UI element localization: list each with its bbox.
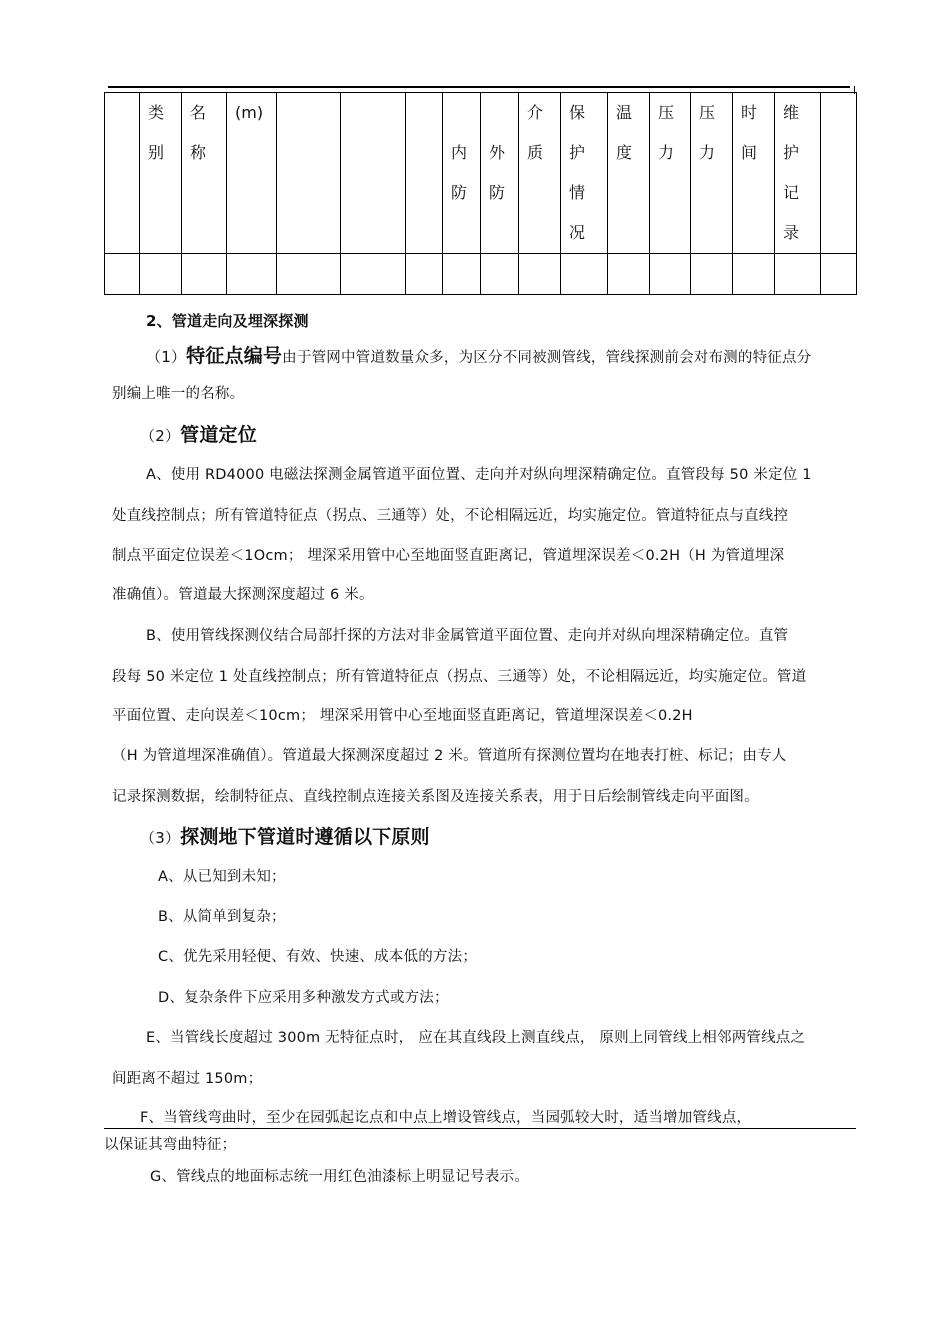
header-cell-text: 温 度 [616,103,633,162]
table-cell [406,254,443,295]
table-cell [105,254,140,295]
pipeline-record-table [104,92,857,295]
header-cell-text: 维 护 记 录 [783,103,800,242]
table-header-cell [227,93,277,254]
table-cell [277,254,341,295]
p1-label: （1） [146,348,187,366]
p3-e-line-2: 间距离不超过 150m； [112,1071,263,1087]
table-row [105,254,857,295]
p3-item-d: D、复杂条件下应采用多种激发方式或方法； [158,990,449,1006]
header-cell-text: 时 间 [741,103,758,162]
header-cell-text: 内 防 [451,143,468,202]
header-cell-text: 压 力 [658,103,675,162]
table-cell [182,254,227,295]
table-header-cell [519,93,561,254]
p2-b-line-1: B、使用管线探测仪结合局部扦探的方法对非金属管道平面位置、走向并对纵向埋深精确定位。直管 [146,628,789,644]
table-cell [821,254,857,295]
table-header-cell [406,93,443,254]
p3-f-line-2: 以保证其弯曲特征； [104,1137,237,1153]
p2-a-line-4: 准确值）。管道最大探测深度超过 6 米。 [112,587,374,603]
table-header-cell [561,93,608,254]
table-header-cell [277,93,341,254]
p3-item-b: B、从简单到复杂； [158,909,286,925]
header-cell-text: 保 护 情 况 [569,103,586,242]
table-cell [519,254,561,295]
p3-item-a: A、从已知到未知； [158,869,286,885]
paragraph-1 [146,341,811,368]
p2-a-line-1: A、使用 RD4000 电磁法探测金属管道平面位置、走向并对纵向埋深精确定位。直管段每 50 米定位 1 [146,467,812,483]
table-cell [691,254,733,295]
p2-heading: 管道定位 [180,424,257,446]
p3-e-line-1: E、当管线长度超过 300m 无特征点时， 应在其直线段上测直线点， 原则上同管线上相邻两管线点之 [146,1030,806,1046]
table-header-cell [140,93,182,254]
table-header-row [105,93,857,254]
table-cell [608,254,650,295]
table-header-cell [733,93,775,254]
table-cell [227,254,277,295]
paragraph-2-heading [140,420,257,447]
p3-f-line-1: F、当管线弯曲时，至少在园弧起讫点和中点上增设管线点，当园弧较大时，适当增加管线点， [140,1110,752,1126]
header-cell-text: (m) [235,103,264,122]
table-cell [561,254,608,295]
table-header-cell [691,93,733,254]
p2-b-line-3: 平面位置、走向误差＜10cm； 埋深采用管中心至地面竖直距离记，管道埋深误差＜0.2H [112,708,693,724]
p2-a-line-2: 处直线控制点；所有管道特征点（拐点、三通等）处，不论相隔远近，均实施定位。管道特征点与直线控 [112,508,789,524]
p2-b-line-5: 记录探测数据，绘制特征点、直线控制点连接关系图及连接关系表，用于日后绘制管线走向平面图。 [112,789,759,805]
table-header-cell [775,93,821,254]
p3-label: （3） [140,829,181,847]
table-header-cell [650,93,691,254]
header-cell-text: 外 防 [489,143,506,202]
header-cell-text: 类 别 [148,103,165,162]
table-header-cell [341,93,406,254]
table-cell [443,254,481,295]
header-cell-text: 名 称 [190,103,207,162]
header-cell-text: 介 质 [527,103,544,162]
header-cell-text: 压 力 [699,103,716,162]
table-header-cell [821,93,857,254]
p3-heading: 探测地下管道时遵循以下原则 [180,826,430,848]
p3-item-c: C、优先采用轻便、有效、快速、成本低的方法； [158,949,478,965]
table-cell [481,254,519,295]
p2-b-line-4: （H 为管道埋深准确值）。管道最大探测深度超过 2 米。管道所有探测位置均在地表打桩、标记；由专人 [112,748,787,764]
table-header-cell [443,93,481,254]
table-cell [140,254,182,295]
table-header-cell [608,93,650,254]
table-cell [650,254,691,295]
table-cell [733,254,775,295]
p2-label: （2） [140,427,181,445]
table-cell [775,254,821,295]
p2-a-line-3: 制点平面定位误差＜1Ocm； 埋深采用管中心至地面竖直距离记，管道埋深误差＜0.2H（H 为管道埋深 [112,548,785,564]
page-break-rule [104,1128,856,1129]
p2-b-line-2: 段每 50 米定位 1 处直线控制点；所有管道特征点（拐点、三通等）处，不论相隔远近，均实施定位。管道 [112,669,807,685]
table-header-cell [182,93,227,254]
paragraph-3-heading [140,822,430,849]
p1-line1: 由于管网中管道数量众多，为区分不同被测管线，管线探测前会对布测的特征点分 [282,350,812,366]
table-cell [341,254,406,295]
p1-heading: 特征点编号 [186,345,283,367]
header-rule [108,86,850,88]
table-header-cell [481,93,519,254]
section-title: 2、管道走向及埋深探测 [146,312,309,330]
table-header-cell [105,93,140,254]
p1-line2: 别编上唯一的名称。 [112,386,245,402]
p3-g-line: G、管线点的地面标志统一用红色油漆标上明显记号表示。 [150,1169,529,1185]
